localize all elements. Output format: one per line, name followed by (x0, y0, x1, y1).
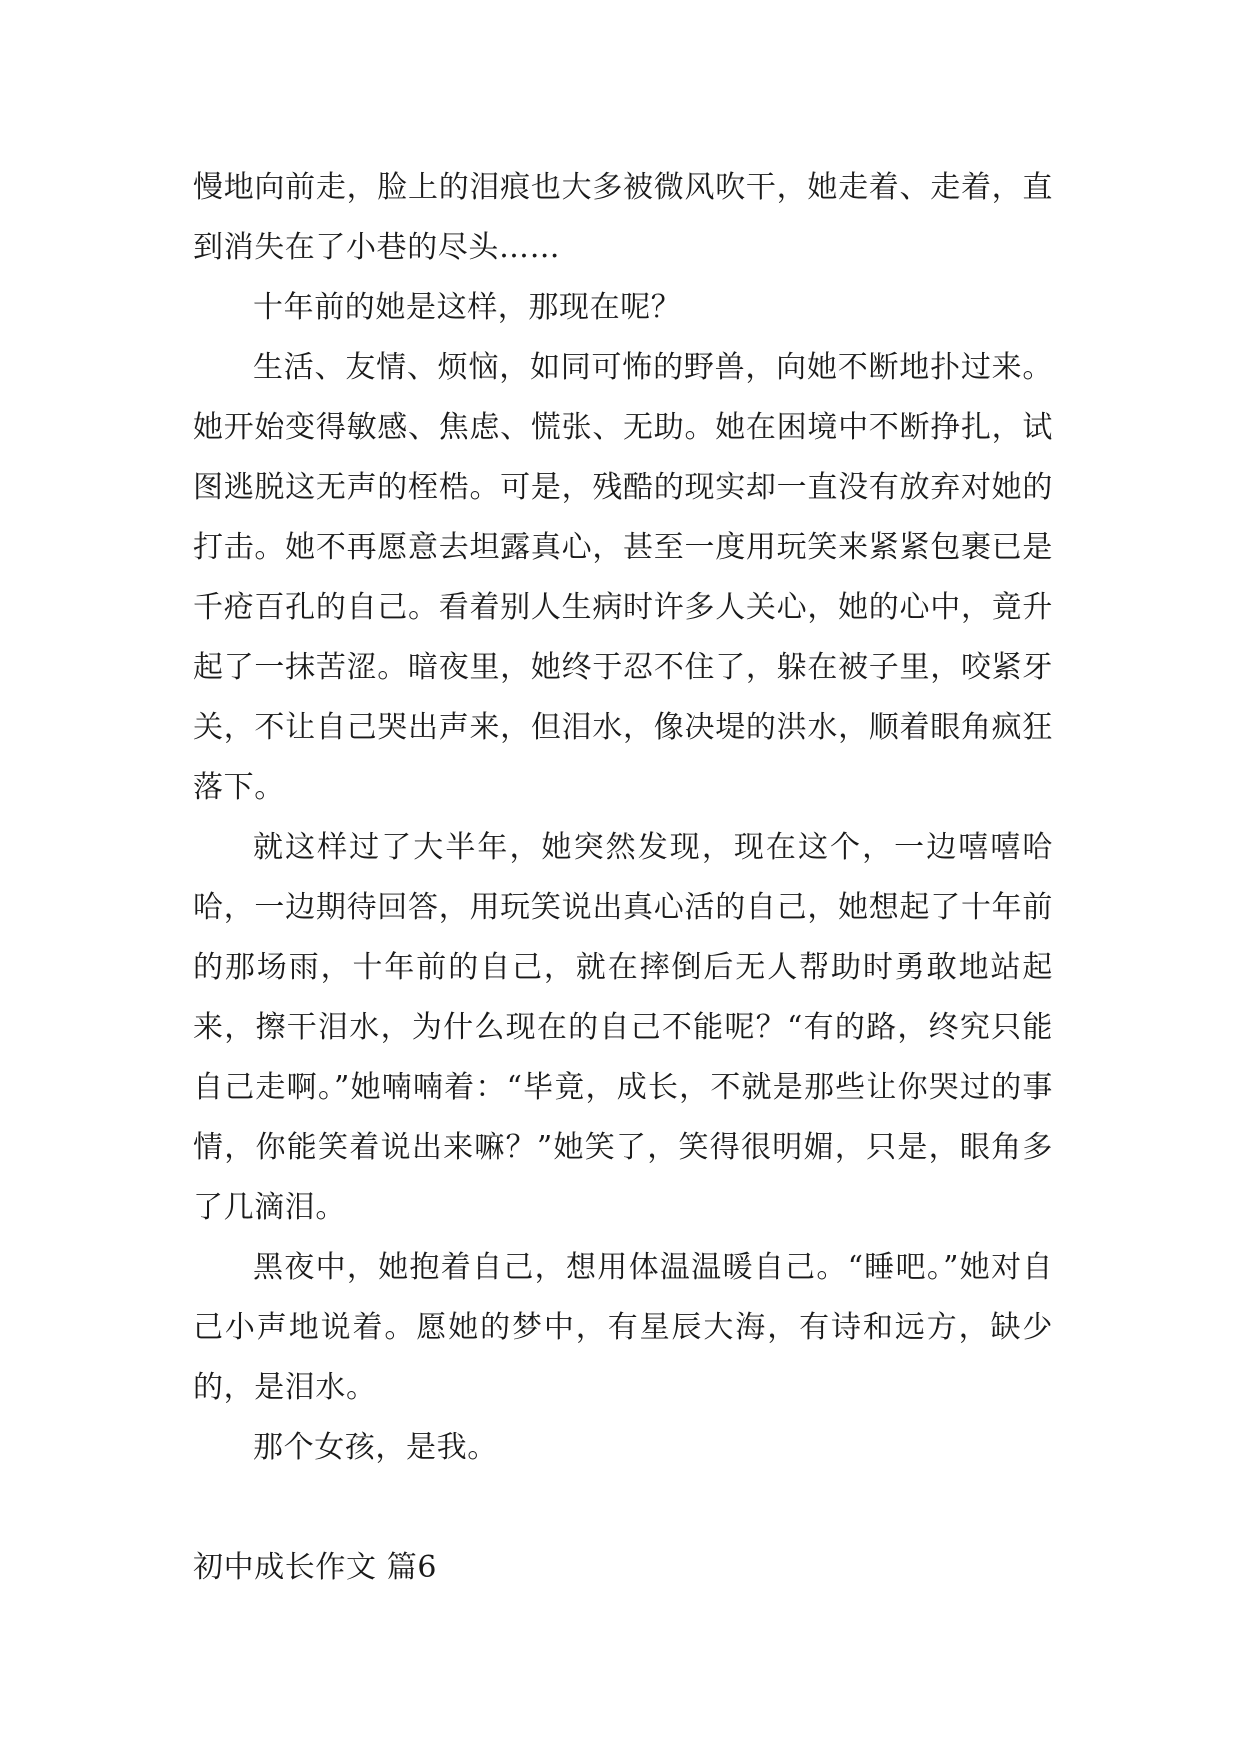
paragraph-6: 那个女孩，是我。 (253, 1430, 498, 1465)
paragraph-5: 黑夜中，她抱着自己，想用体温温暖自己。“睡吧。”她对自己小声地说着。愿她的梦中，有星辰大海，有诗和远方，缺少的，是泪水。 (193, 1250, 1053, 1405)
document-body (193, 158, 1053, 1598)
paragraph-1: 慢地向前走，脸上的泪痕也大多被微风吹干，她走着、走着，直到消失在了小巷的尽头…… (193, 170, 1053, 265)
paragraph-3: 生活、友情、烦恼，如同可怖的野兽，向她不断地扑过来。她开始变得敏感、焦虑、慌张、无助。她在困境中不断挣扎，试图逃脱这无声的桎梏。可是，残酷的现实却一直没有放弃对她的打击。她不再愿意去坦露真心，甚至一度用玩笑来紧紧包裹已是千疮百孔的自己。看着别人生病时许多人关心，她的心中，竟升起了一抹苦涩。暗夜里，她终于忍不住了，躲在被子里，咬紧牙关，不让自己哭出声来，但泪水，像决堤的洪水，顺着眼角疯狂落下。 (193, 350, 1053, 805)
paragraph-4: 就这样过了大半年，她突然发现，现在这个，一边嘻嘻哈哈，一边期待回答，用玩笑说出真心活的自己，她想起了十年前的那场雨，十年前的自己，就在摔倒后无人帮助时勇敢地站起来，擦干泪水，为什么现在的自己不能呢？“有的路，终究只能自己走啊。”她喃喃着：“毕竟，成长，不就是那些让你哭过的事情，你能笑着说出来嘛？”她笑了，笑得很明媚，只是，眼角多了几滴泪。 (193, 830, 1053, 1225)
section-heading: 初中成长作文 篇6 (193, 1550, 438, 1585)
paragraph-2: 十年前的她是这样，那现在呢？ (253, 290, 682, 325)
